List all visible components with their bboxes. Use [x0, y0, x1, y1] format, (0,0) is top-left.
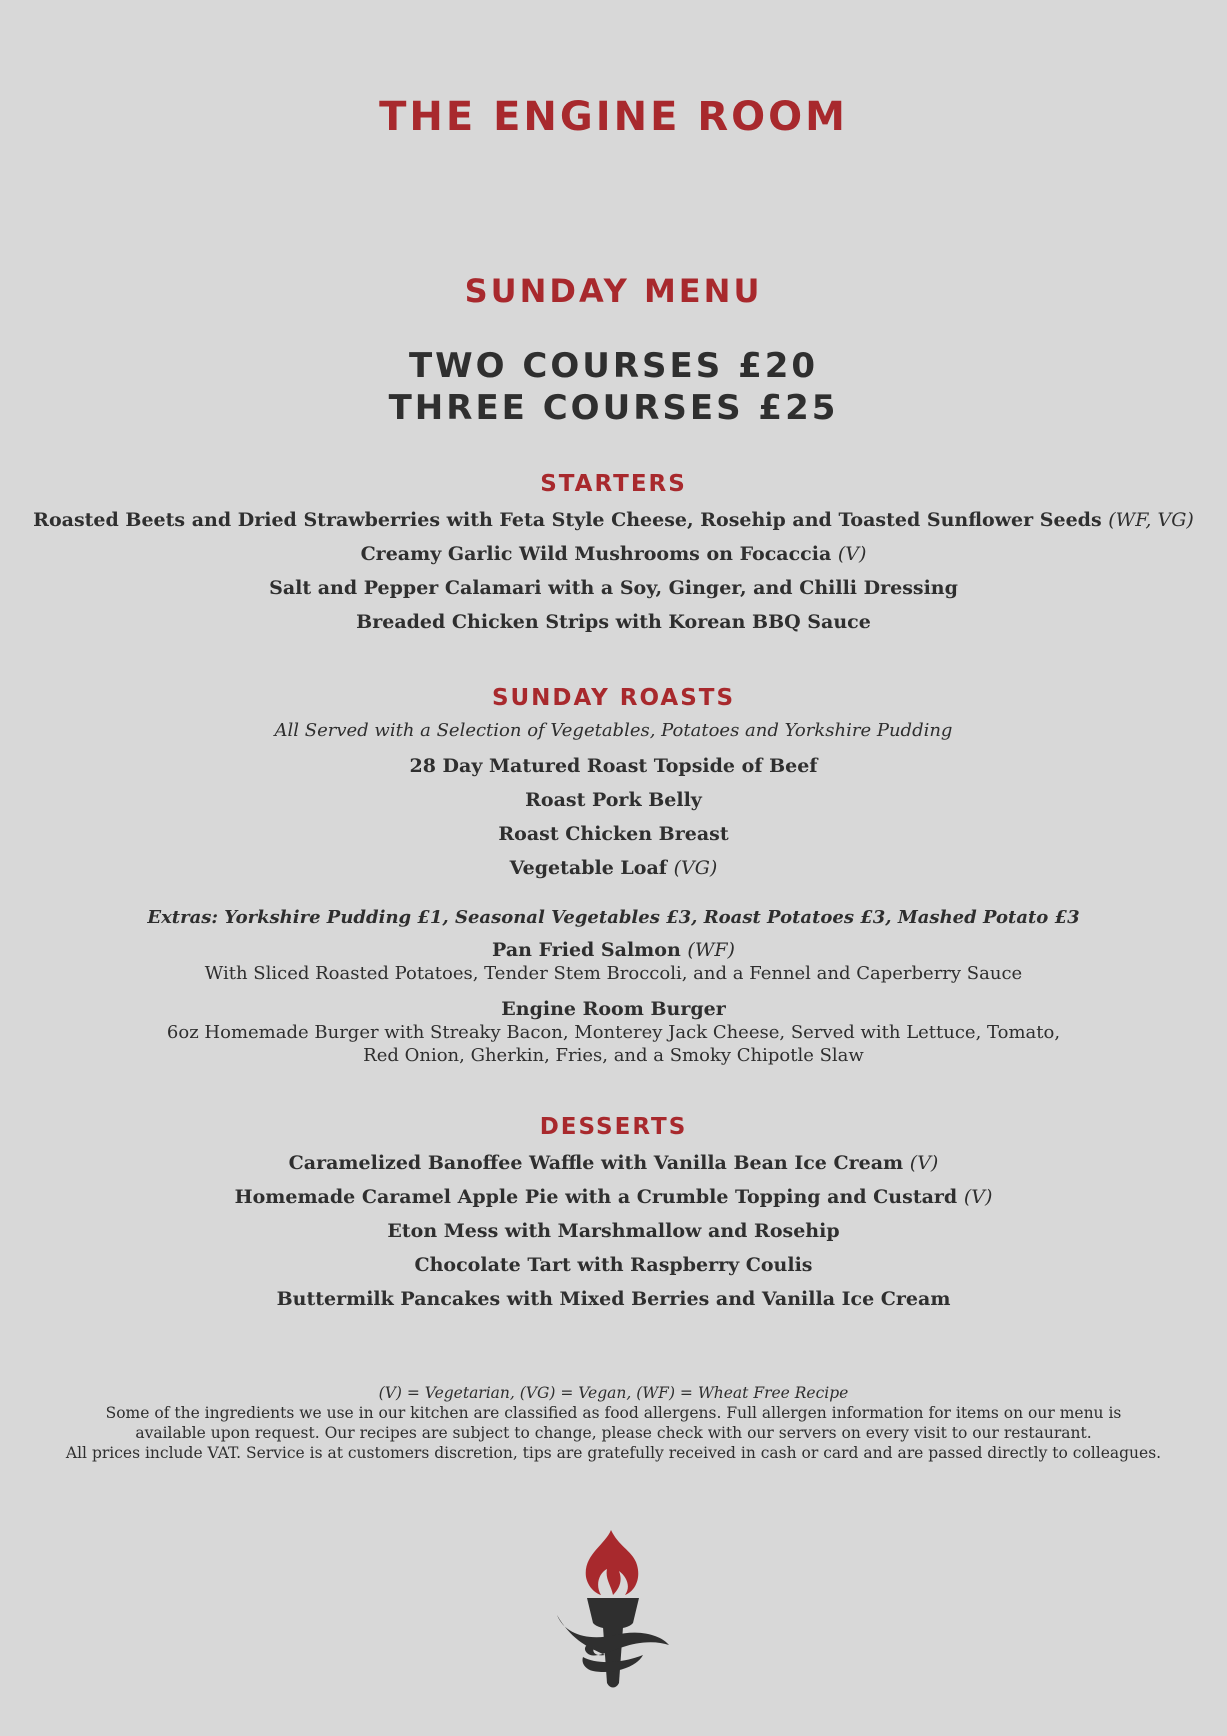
- dietary-tag: (WF): [687, 939, 735, 961]
- menu-item: [0, 749, 1227, 783]
- dietary-tag: (V): [963, 1186, 993, 1208]
- menu-item: [0, 1146, 1227, 1180]
- roasts-heading: SUNDAY ROASTS: [491, 685, 736, 711]
- price-two-courses: TWO COURSES £20: [408, 346, 819, 386]
- menu-item: [0, 851, 1227, 885]
- dietary-tag: (VG): [673, 857, 718, 879]
- item-name: Creamy Garlic Wild Mushrooms on Focaccia: [360, 543, 832, 565]
- menu-item: [0, 1248, 1227, 1282]
- torch-flame-icon: [553, 1525, 673, 1690]
- item-name: Buttermilk Pancakes with Mixed Berries and Vanilla Ice Cream: [276, 1288, 951, 1310]
- item-name: Chocolate Tart with Raspberry Coulis: [414, 1254, 813, 1276]
- item-name: Salt and Pepper Calamari with a Soy, Ginger, and Chilli Dressing: [269, 577, 958, 599]
- burger-dish: [0, 998, 1227, 1067]
- item-name: Caramelized Banoffee Waffle with Vanilla Bean Ice Cream: [288, 1152, 904, 1174]
- menu-item: [0, 571, 1227, 605]
- item-name: Roast Pork Belly: [525, 789, 702, 811]
- dietary-tag: (V): [837, 543, 867, 565]
- price-three-courses: THREE COURSES £25: [388, 388, 839, 428]
- menu-item: [0, 817, 1227, 851]
- vat-notice: All prices include VAT. Service is at customers discretion, tips are gratefully received in cash or card and are passed directly to colleagues.: [65, 1444, 1162, 1462]
- menu-item: [0, 605, 1227, 639]
- item-name: Homemade Caramel Apple Pie with a Crumble Topping and Custard: [234, 1186, 958, 1208]
- menu-item: [0, 783, 1227, 817]
- roasts-note: All Served with a Selection of Vegetables, Potatoes and Yorkshire Pudding: [274, 720, 953, 741]
- roast-extras: Extras: Yorkshire Pudding £1, Seasonal Vegetables £3, Roast Potatoes £3, Mashed Potato £3: [147, 907, 1080, 928]
- footer-notes: [0, 1383, 1227, 1463]
- item-name: Vegetable Loaf: [509, 857, 667, 879]
- salmon-dish: [0, 939, 1227, 985]
- menu-title: SUNDAY MENU: [464, 272, 763, 310]
- dish-name: [0, 939, 1227, 962]
- menu-item: [0, 1282, 1227, 1316]
- desserts-list: [0, 1146, 1227, 1316]
- menu-item: [0, 1180, 1227, 1214]
- item-name: Eton Mess with Marshmallow and Rosehip: [387, 1220, 840, 1242]
- dietary-legend: (V) = Vegetarian, (VG) = Vegan, (WF) = Wheat Free Recipe: [378, 1384, 849, 1402]
- starters-section: [0, 469, 1227, 639]
- item-name: Roasted Beets and Dried Strawberries with Feta Style Cheese, Rosehip and Toasted Sunflower Seeds: [33, 509, 1102, 531]
- dish-description: 6oz Homemade Burger with Streaky Bacon, Monterey Jack Cheese, Served with Lettuce, Tomato, Red Onion, Gherkin, Fries, and a Smoky Chipotle Slaw: [166, 1022, 1061, 1066]
- allergen-notice: Some of the ingredients we use in our kitchen are classified as food allergens. Full allergen information for items on our menu is available upon request. Our recipes are subject to change, please check with our servers on every visit to our restaurant.: [105, 1404, 1122, 1442]
- menu-item: [0, 1214, 1227, 1248]
- dish-name: Engine Room Burger: [501, 998, 726, 1020]
- menu-item: [0, 537, 1227, 571]
- item-name: Roast Chicken Breast: [498, 823, 729, 845]
- starters-heading: STARTERS: [540, 471, 687, 497]
- desserts-section: [0, 1112, 1227, 1316]
- starters-list: [0, 503, 1227, 639]
- dish-description: With Sliced Roasted Potatoes, Tender Stem Broccoli, and a Fennel and Caperberry Sauce: [204, 963, 1023, 984]
- dietary-tag: (V): [909, 1152, 939, 1174]
- item-name: 28 Day Matured Roast Topside of Beef: [409, 755, 818, 777]
- restaurant-name: THE ENGINE ROOM: [379, 94, 848, 140]
- salmon-name: Pan Fried Salmon: [492, 939, 681, 961]
- desserts-heading: DESSERTS: [539, 1114, 688, 1140]
- item-name: Breaded Chicken Strips with Korean BBQ Sauce: [356, 611, 871, 633]
- course-prices: [0, 345, 1227, 429]
- dietary-tag: (WF, VG): [1108, 509, 1194, 531]
- sunday-roasts-section: [0, 683, 1227, 885]
- menu-item: [0, 503, 1227, 537]
- roasts-list: [0, 749, 1227, 885]
